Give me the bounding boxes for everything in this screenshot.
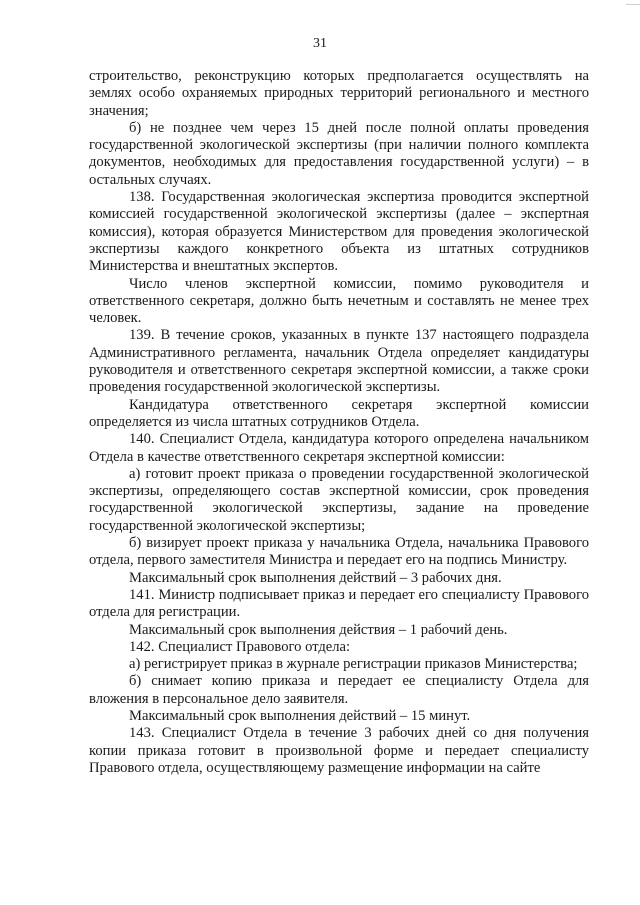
paragraph: б) визирует проект приказа у начальника Отдела, начальника Правового отдела, первого заместителя Министра и передает его на подпись Министру. <box>89 535 589 569</box>
paragraph: а) готовит проект приказа о проведении государственной экологической экспертизы, определяющего состав экспертной комиссии, срок проведения государственной экологической экспертизы, задание на проведение государственной экологической экспертизы; <box>89 465 589 534</box>
paragraph: а) регистрирует приказ в журнале регистрации приказов Министерства; <box>129 656 578 673</box>
paragraph: 141. Министр подписывает приказ и передает его специалисту Правового отдела для регистрации. <box>89 586 589 621</box>
paragraph: Кандидатура ответственного секретаря экспертной комиссии определяется из числа штатных сотрудников Отдела. <box>89 396 589 430</box>
paragraph: б) не позднее чем через 15 дней после полной оплаты проведения государственной экологической экспертизы (при наличии полного комплекта документов, необходимых для предоставления государственной услуги) – в остальных случаях. <box>89 119 589 188</box>
paragraph: 140. Специалист Отдела, кандидатура которого определена начальником Отдела в качестве ответственного секретаря экспертной комиссии: <box>89 431 589 465</box>
paragraph: Максимальный срок выполнения действия – 1 рабочий день. <box>129 621 508 638</box>
paragraph: б) снимает копию приказа и передает ее специалисту Отдела для вложения в персональное дело заявителя. <box>89 673 589 707</box>
paragraph: Максимальный срок выполнения действий – 3 рабочих дня. <box>129 569 502 586</box>
page-number: 31 <box>313 36 327 51</box>
paragraph: строительство, реконструкцию которых предполагается осуществлять на землях особо охраняемых природных территорий регионального и местного значения; <box>89 68 589 119</box>
document-body <box>89 68 589 777</box>
paragraph: Число членов экспертной комиссии, помимо руководителя и ответственного секретаря, должно быть нечетным и составлять не менее трех человек. <box>89 275 589 327</box>
paragraph: 142. Специалист Правового отдела: <box>129 638 351 655</box>
paragraph: 139. В течение сроков, указанных в пункте 137 настоящего подраздела Административного регламента, начальник Отдела определяет кандидатуры руководителя и ответственного секретаря экспертной комиссии, а также сроки проведения государственной экологической экспертизы. <box>89 327 589 396</box>
paragraph: Максимальный срок выполнения действий – 15 минут. <box>129 707 471 724</box>
scan-corner-mark <box>626 0 640 5</box>
paragraph: 143. Специалист Отдела в течение 3 рабочих дней со дня получения копии приказа готовит в произвольной форме и передает специалисту Правового отдела, осуществляющему размещение информации на сайте <box>89 725 589 776</box>
paragraph: 138. Государственная экологическая экспертиза проводится экспертной комиссией государственной экологической экспертизы (далее – экспертная комиссия), которая образуется Министерством для проведения экологической экспертизы каждого конкретного объекта из штатных сотрудников Министерства и внештатных экспертов. <box>89 189 589 275</box>
